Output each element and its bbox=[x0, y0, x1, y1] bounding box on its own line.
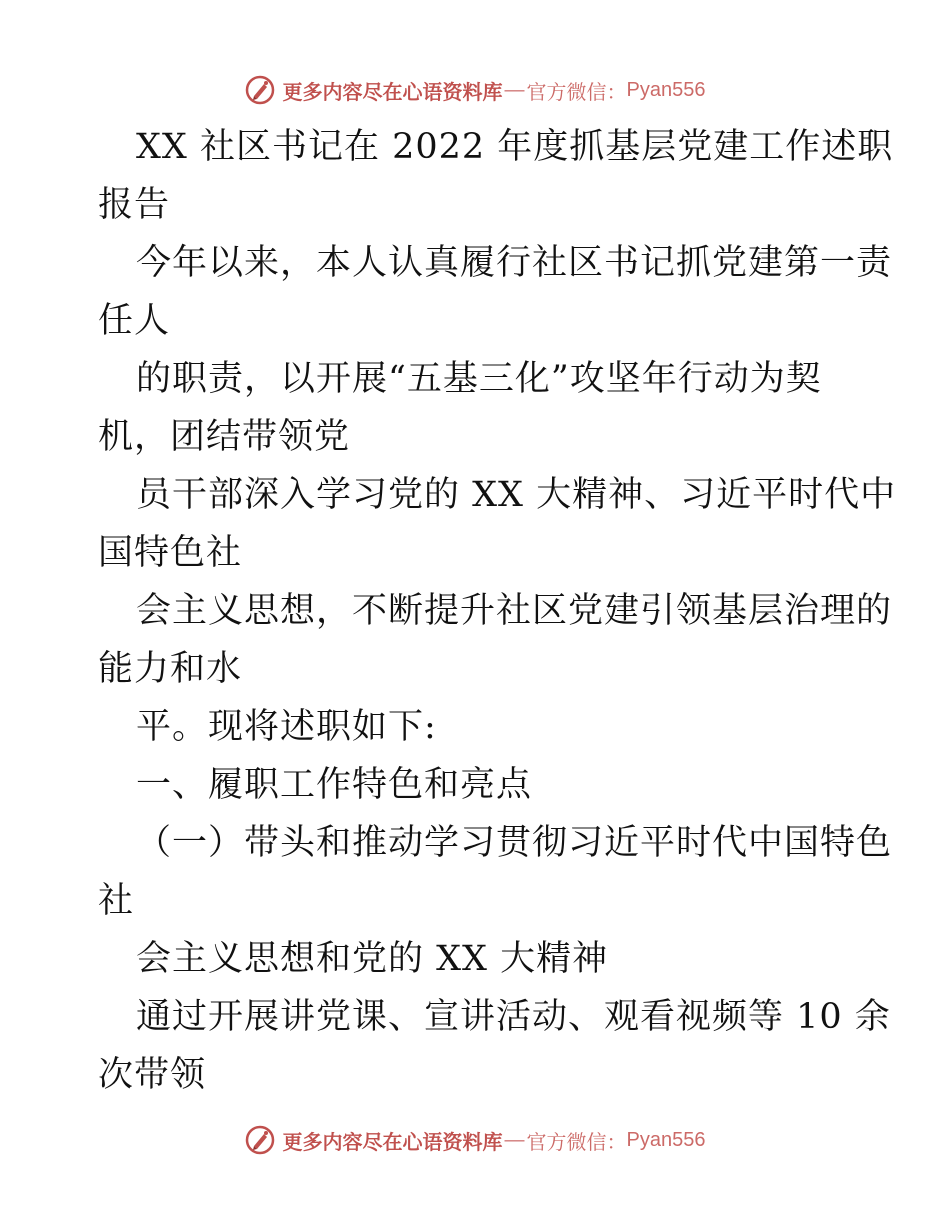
watermark-dash: — bbox=[504, 78, 525, 101]
pen-logo-icon bbox=[245, 1125, 275, 1155]
watermark-dash: — bbox=[504, 1128, 525, 1151]
title-line: XX 社区书记在 2022 年度抓基层党建工作述职 bbox=[136, 127, 894, 167]
paragraph-line: 平。现将述职如下: bbox=[136, 707, 437, 747]
watermark-main-text: 更多内容尽在心语资料库 bbox=[282, 79, 503, 104]
paragraph-line: 员干部深入学习党的 XX 大精神、习近平时代中 bbox=[136, 475, 897, 515]
paragraph-line: 任人 bbox=[98, 301, 171, 341]
watermark-wechat-label: 官方微信： bbox=[526, 1129, 627, 1154]
paragraph-line: 的职责，以开展“五基三化”攻坚年行动为契 bbox=[136, 359, 822, 399]
paragraph-line: 今年以来，本人认真履行社区书记抓党建第一责 bbox=[136, 243, 893, 283]
subsection-heading: （一）带头和推动学习贯彻习近平时代中国特色 bbox=[136, 823, 893, 863]
watermark-banner-bottom bbox=[0, 1120, 950, 1160]
watermark-wechat-label: 官方微信： bbox=[526, 79, 627, 104]
paragraph-line: 次带领 bbox=[98, 1055, 207, 1095]
watermark-banner-top bbox=[0, 70, 950, 110]
watermark-main-text: 更多内容尽在心语资料库 bbox=[282, 1129, 503, 1154]
pen-logo-icon bbox=[245, 75, 275, 105]
subsection-heading-cont: 社 bbox=[98, 881, 135, 921]
paragraph-line: 能力和水 bbox=[98, 649, 243, 689]
title-line-cont: 报告 bbox=[98, 185, 171, 225]
section-heading: 一、履职工作特色和亮点 bbox=[136, 765, 533, 805]
watermark-wechat-id: Pyan556 bbox=[626, 1128, 706, 1151]
subsection-heading-cont: 会主义思想和党的 XX 大精神 bbox=[136, 939, 609, 979]
paragraph-line: 通过开展讲党课、宣讲活动、观看视频等 10 余 bbox=[136, 997, 891, 1037]
watermark-wechat-id: Pyan556 bbox=[626, 78, 706, 101]
paragraph-line: 会主义思想，不断提升社区党建引领基层治理的 bbox=[136, 591, 893, 631]
paragraph-line: 国特色社 bbox=[98, 533, 243, 573]
document-body bbox=[98, 118, 897, 1104]
paragraph-line: 机，团结带领党 bbox=[98, 417, 351, 457]
